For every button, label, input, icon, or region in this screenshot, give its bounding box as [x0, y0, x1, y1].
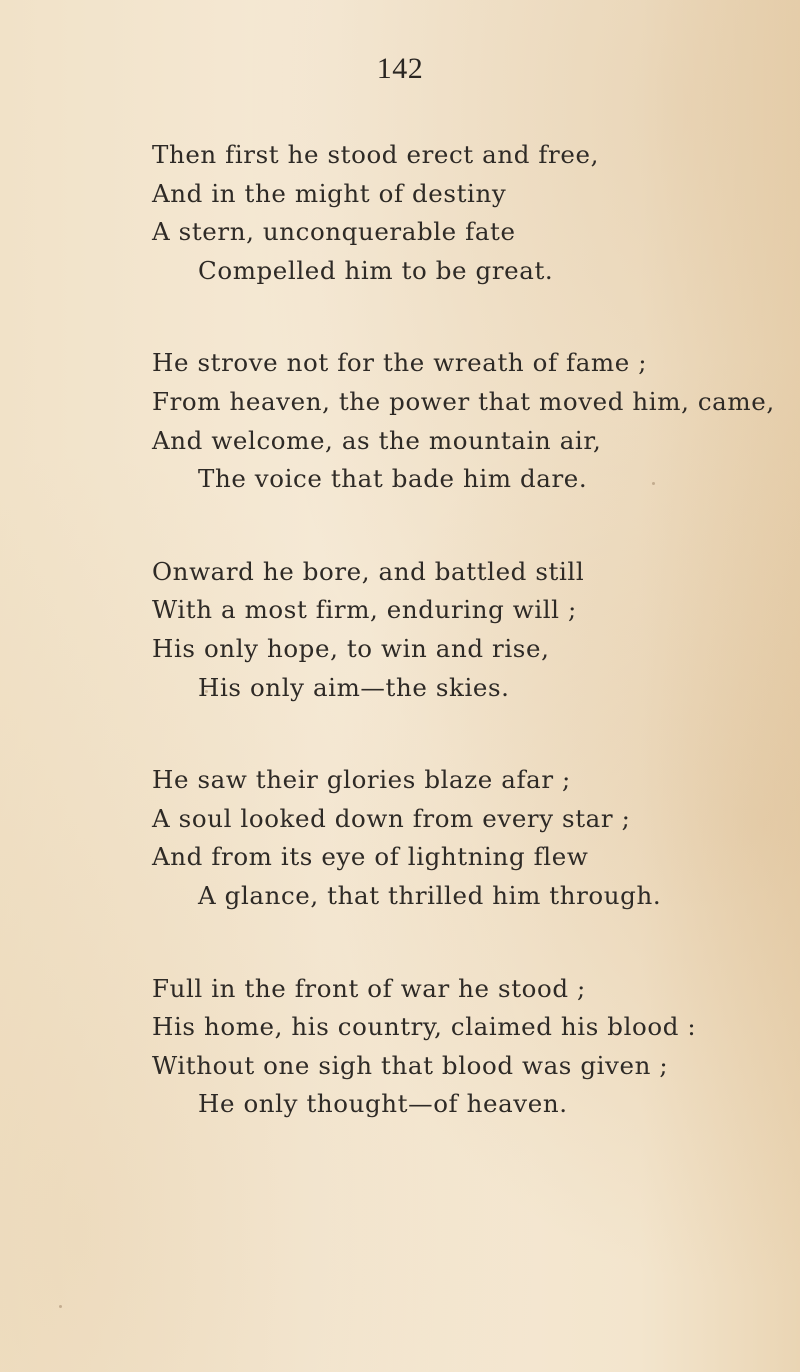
poem-line: A stern, unconquerable fate: [152, 217, 516, 247]
poem-line-indented: His only aim—the skies.: [198, 672, 510, 702]
poem-line-indented: Compelled him to be great.: [198, 255, 554, 285]
poem-line: From heaven, the power that moved him, came,: [152, 386, 775, 416]
poem-line: A soul looked down from every star ;: [152, 803, 631, 833]
paper-speck: [59, 1305, 62, 1308]
poem-line: Without one sigh that blood was given ;: [152, 1050, 669, 1080]
poem-line-indented: A glance, that thrilled him through.: [198, 880, 662, 910]
poem-line: He strove not for the wreath of fame ;: [152, 348, 648, 378]
stanza-2: [152, 344, 775, 498]
stanza-4: [152, 761, 772, 915]
poem-line: He saw their glories blaze afar ;: [152, 765, 571, 795]
poem-line-indented: The voice that bade him dare.: [198, 464, 588, 494]
stanza-1: [152, 136, 772, 290]
paper-speck: [652, 482, 655, 485]
poem-line-indented: He only thought—of heaven.: [198, 1089, 568, 1119]
poem-line: Then first he stood erect and free,: [152, 140, 599, 169]
page-number: 142: [376, 52, 424, 85]
poem-line: And from its eye of lightning flew: [152, 842, 589, 872]
poem-line: Onward he bore, and battled still: [152, 556, 585, 586]
poem-line: His home, his country, claimed his blood :: [152, 1012, 697, 1042]
poem-line: And welcome, as the mountain air,: [152, 425, 602, 455]
stanza-5: [152, 970, 772, 1124]
poem-line: And in the might of destiny: [152, 178, 507, 208]
poem-line: With a most firm, enduring will ;: [152, 595, 577, 625]
stanza-3: [152, 553, 772, 707]
poem-line: His only hope, to win and rise,: [152, 633, 550, 663]
poem: [152, 136, 775, 1178]
paper-speck: [205, 690, 208, 693]
poem-line: Full in the front of war he stood ;: [152, 973, 586, 1003]
